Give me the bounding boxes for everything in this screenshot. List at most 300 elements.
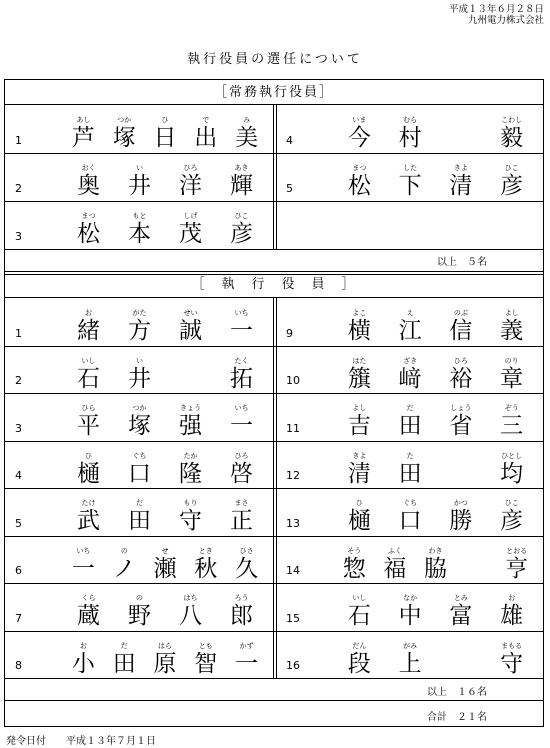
kanji: 吉: [347, 413, 371, 439]
furigana: もり: [183, 499, 198, 507]
kanji: 誠: [179, 318, 202, 344]
name-character: [63, 404, 114, 440]
kanji: 八: [179, 603, 202, 629]
kanji: 石: [347, 603, 371, 629]
furigana: え: [406, 309, 414, 317]
furigana: ひこ: [504, 164, 519, 172]
name-character: [114, 404, 165, 440]
person-name: [334, 164, 537, 200]
furigana: ざき: [403, 356, 418, 365]
furigana: ひ: [85, 451, 92, 460]
kanji: 原: [153, 650, 177, 677]
furigana: とみ: [453, 594, 468, 602]
kanji: 村: [398, 125, 422, 151]
furigana: ろう: [234, 594, 249, 602]
name-character: [486, 642, 537, 678]
person-name: [63, 164, 267, 200]
name-character: [486, 594, 537, 630]
furigana: まさ: [234, 499, 249, 507]
kanji: 芦: [71, 125, 95, 151]
furigana: ひろ: [453, 356, 468, 365]
furigana: とおる: [506, 546, 528, 555]
name-character: [216, 499, 267, 535]
row-number: 1: [15, 326, 22, 340]
person-name: [334, 642, 537, 678]
furigana: いし: [81, 356, 96, 365]
name-cell: [5, 536, 273, 584]
name-cell: [276, 393, 543, 441]
furigana: かず: [239, 641, 254, 650]
name-character: [145, 547, 186, 583]
kanji: 均: [500, 460, 524, 487]
furigana: ふく: [387, 546, 402, 555]
row-number: 14: [286, 564, 300, 577]
kanji: 郎: [230, 603, 253, 629]
furigana: [436, 116, 487, 125]
name-character: [456, 547, 497, 583]
kanji: 拓: [230, 365, 253, 392]
column-divider: [273, 298, 277, 678]
kanji: 横: [347, 318, 371, 344]
kanji: 松: [347, 173, 371, 199]
kanji: 雄: [500, 603, 524, 629]
name-character: [216, 212, 267, 248]
name-character: [385, 642, 436, 678]
furigana: のぶ: [453, 309, 468, 317]
furigana: よこ: [352, 309, 367, 317]
furigana: いち: [234, 309, 249, 317]
furigana: [165, 357, 216, 366]
name-character: [114, 164, 165, 200]
kanji: 口: [128, 460, 151, 487]
person-name: [63, 499, 267, 535]
kanji: 田: [128, 508, 151, 534]
issue-date: 発令日付 平成１３年７月１日: [6, 736, 156, 747]
kanji: 口: [398, 508, 422, 534]
name-character: [165, 452, 216, 488]
name-character: [114, 357, 165, 393]
furigana: ぞう: [504, 404, 519, 412]
name-character: [114, 309, 165, 345]
name-cell: [5, 346, 273, 394]
furigana: つか: [117, 116, 132, 124]
kanji: 美: [235, 125, 259, 151]
furigana: ひさ: [239, 546, 254, 555]
furigana: とも: [198, 641, 213, 650]
name-character: [334, 116, 385, 152]
furigana: きよ: [453, 164, 468, 172]
furigana: いま: [352, 116, 367, 124]
person-name: [63, 642, 267, 678]
kanji: 塚: [128, 413, 151, 439]
kanji: 樋: [77, 460, 100, 487]
name-character: [63, 164, 114, 200]
furigana: ぐち: [403, 499, 418, 507]
kanji: 奥: [77, 173, 100, 199]
kanji: 章: [500, 365, 524, 392]
kanji: 今: [347, 125, 371, 151]
name-character: [165, 404, 216, 440]
name-character: [486, 116, 537, 152]
kanji: 出: [194, 125, 218, 151]
name-character: [63, 116, 104, 152]
name-character: [185, 547, 226, 583]
name-cell: [276, 201, 543, 249]
kanji: 野: [128, 603, 151, 629]
furigana: わき: [428, 546, 443, 555]
furigana: ぐち: [132, 451, 147, 460]
row-number: 10: [286, 374, 300, 387]
kanji: 守: [500, 650, 524, 677]
name-character: [436, 499, 487, 535]
header-date: 平成１３年６月２８日: [448, 4, 544, 15]
furigana: せい: [183, 309, 198, 317]
name-character: [436, 116, 487, 152]
furigana: なか: [403, 594, 418, 602]
officers-count: 以上 １６名: [427, 687, 487, 698]
document-header: [449, 4, 544, 26]
name-character: [216, 452, 267, 488]
kanji: 彦: [500, 173, 524, 199]
furigana: がた: [132, 309, 147, 317]
name-cell: [276, 631, 543, 679]
name-character: [436, 452, 487, 488]
kanji: 輝: [230, 173, 253, 199]
furigana: はた: [352, 356, 367, 365]
name-character: [63, 309, 114, 345]
furigana: み: [243, 116, 251, 124]
name-character: [385, 357, 436, 393]
furigana: いち: [234, 404, 249, 412]
name-character: [226, 116, 267, 152]
total-count: 合計 ２１名: [427, 712, 487, 723]
name-character: [104, 547, 145, 583]
kanji: 守: [179, 508, 202, 534]
kanji: 秋: [194, 555, 218, 582]
kanji: 上: [398, 650, 422, 677]
name-character: [385, 594, 436, 630]
name-character: [165, 212, 216, 248]
name-character: [334, 309, 385, 345]
furigana: しげ: [183, 212, 198, 220]
kanji: 富: [449, 603, 473, 629]
furigana: むら: [403, 116, 418, 124]
person-name: [334, 309, 537, 345]
name-cell: [276, 488, 543, 536]
name-character: [114, 499, 165, 535]
kanji: 中: [398, 603, 422, 629]
furigana: い: [136, 164, 143, 172]
name-cell: [5, 488, 273, 536]
furigana: こわし: [501, 116, 523, 124]
furigana: お: [508, 594, 516, 602]
person-name: [63, 357, 267, 393]
person-name: [334, 357, 537, 393]
header-company: 九州電力株式会社: [467, 15, 544, 26]
furigana: い: [136, 356, 143, 365]
kanji: 亨: [505, 555, 529, 582]
furigana: お: [79, 641, 87, 650]
furigana: のり: [504, 356, 519, 365]
furigana: お: [85, 309, 92, 317]
kanji: 福: [383, 555, 407, 582]
name-character: [165, 309, 216, 345]
row-number: 8: [15, 659, 22, 672]
name-character: [486, 164, 537, 200]
table-divider: [5, 700, 543, 701]
row-number: 7: [15, 611, 22, 625]
name-character: [216, 594, 267, 630]
furigana: つか: [132, 404, 147, 412]
kanji: 信: [449, 318, 473, 344]
kanji: 智: [194, 650, 218, 677]
furigana: いし: [352, 594, 367, 602]
kanji: 武: [77, 508, 100, 534]
kanji: 江: [398, 318, 422, 344]
name-cell: [276, 583, 543, 631]
furigana: とき: [198, 546, 213, 555]
kanji: 茂: [179, 221, 202, 247]
kanji: 瀬: [153, 555, 177, 582]
name-character: [496, 547, 537, 583]
row-number: 5: [15, 516, 22, 530]
name-character: [436, 357, 487, 393]
person-name: [334, 547, 537, 583]
furigana: だ: [136, 499, 143, 507]
name-cell: [276, 441, 543, 489]
column-divider: [273, 105, 277, 249]
person-name: [334, 499, 537, 535]
name-character: [104, 642, 145, 678]
furigana: ひこ: [504, 499, 519, 507]
row-number: 3: [15, 230, 22, 243]
name-character: [334, 499, 385, 535]
name-character: [334, 404, 385, 440]
kanji: 一: [230, 318, 253, 344]
furigana: ひろ: [183, 164, 198, 172]
name-cell: [5, 153, 273, 201]
name-character: [63, 357, 114, 393]
row-divider: [5, 678, 543, 679]
name-character: [63, 547, 104, 583]
furigana: きょう: [180, 404, 201, 412]
name-character: [104, 116, 145, 152]
officers-heading: ［ 執 行 役 員 ］: [191, 277, 357, 292]
name-cell: [5, 201, 273, 249]
furigana: まつ: [81, 212, 96, 220]
row-number: 5: [286, 182, 293, 195]
furigana: はら: [157, 641, 172, 650]
furigana: の: [136, 594, 143, 602]
kanji: 塚: [112, 125, 136, 151]
row-number: 1: [15, 134, 22, 147]
name-character: [334, 594, 385, 630]
furigana: た: [406, 451, 414, 460]
kanji: 啓: [230, 460, 253, 487]
furigana: ひ: [355, 499, 363, 507]
name-cell: [5, 583, 273, 631]
name-character: [185, 642, 226, 678]
name-cell: [276, 105, 543, 153]
name-character: [63, 642, 104, 678]
name-character: [145, 116, 186, 152]
kanji: 小: [71, 650, 95, 677]
name-cell: [5, 298, 273, 346]
row-number: 9: [286, 326, 293, 340]
furigana: もと: [132, 212, 147, 220]
furigana: まもる: [501, 641, 523, 650]
name-character: [334, 547, 375, 583]
furigana: [436, 452, 487, 461]
kanji: 松: [77, 221, 100, 247]
name-character: [334, 164, 385, 200]
kanji: 惣: [342, 555, 366, 582]
name-character: [63, 452, 114, 488]
person-name: [63, 116, 267, 152]
kanji: 久: [235, 555, 259, 582]
furigana: くら: [81, 594, 96, 602]
name-character: [486, 357, 537, 393]
executive-heading: ［常務執行役員］: [213, 85, 334, 100]
name-character: [436, 164, 487, 200]
kanji: 下: [398, 173, 422, 199]
name-character: [436, 594, 487, 630]
kanji: 本: [128, 221, 151, 247]
furigana: [456, 547, 497, 556]
furigana: ひ: [161, 116, 169, 124]
furigana: よし: [352, 404, 367, 412]
name-character: [486, 309, 537, 345]
kanji: 一: [71, 555, 95, 582]
kanji: 石: [77, 365, 100, 392]
furigana: はち: [183, 594, 198, 602]
officer-table: [4, 79, 544, 727]
kanji: 蔵: [77, 603, 100, 629]
row-number: 2: [15, 374, 22, 387]
row-number: 6: [15, 564, 22, 577]
person-name: [63, 212, 267, 248]
name-character: [63, 594, 114, 630]
person-name: [334, 594, 537, 630]
name-character: [436, 642, 487, 678]
kanji: 平: [77, 413, 100, 439]
row-number: 13: [286, 516, 300, 530]
row-number: 11: [286, 421, 300, 435]
kanji: 井: [128, 365, 151, 392]
name-character: [385, 499, 436, 535]
furigana: だ: [406, 404, 414, 412]
furigana: あき: [234, 164, 249, 172]
name-character: [145, 642, 186, 678]
kanji: 清: [449, 173, 473, 199]
person-name: [63, 404, 267, 440]
row-number: 12: [286, 469, 300, 482]
name-character: [114, 452, 165, 488]
name-character: [415, 547, 456, 583]
name-character: [334, 452, 385, 488]
furigana: ひら: [81, 404, 96, 412]
kanji: 方: [128, 318, 151, 344]
name-character: [385, 309, 436, 345]
person-name: [63, 594, 267, 630]
row-number: 2: [15, 182, 22, 195]
kanji: 隆: [179, 460, 202, 487]
name-character: [216, 164, 267, 200]
name-character: [385, 452, 436, 488]
furigana: まつ: [352, 164, 367, 172]
name-cell: [276, 298, 543, 346]
name-character: [334, 642, 385, 678]
kanji: 段: [347, 650, 371, 677]
name-character: [165, 164, 216, 200]
name-character: [385, 164, 436, 200]
row-number: 3: [15, 421, 22, 435]
person-name: [63, 547, 267, 583]
kanji: 脇: [423, 555, 447, 582]
person-name: [334, 452, 537, 488]
kanji: 三: [500, 413, 524, 439]
name-cell: [5, 105, 273, 153]
furigana: [436, 642, 487, 651]
furigana: いち: [76, 546, 91, 555]
name-character: [385, 116, 436, 152]
kanji: 田: [398, 460, 422, 487]
kanji: 籏: [347, 365, 371, 392]
furigana: だん: [352, 641, 367, 650]
name-cell: [5, 441, 273, 489]
name-character: [216, 404, 267, 440]
name-character: [334, 357, 385, 393]
row-number: 16: [286, 659, 300, 672]
kanji: 緒: [77, 318, 100, 344]
name-character: [165, 594, 216, 630]
executive-count: 以上 ５名: [437, 257, 487, 268]
row-divider: [5, 249, 543, 250]
furigana: たけ: [81, 499, 96, 507]
row-number: 15: [286, 611, 300, 625]
name-character: [63, 499, 114, 535]
name-character: [114, 594, 165, 630]
furigana: きよ: [352, 451, 367, 460]
furigana: だ: [120, 641, 128, 650]
person-name: [63, 452, 267, 488]
row-number: 4: [15, 469, 22, 482]
name-cell: [5, 631, 273, 679]
furigana: ひろ: [234, 451, 249, 460]
kanji: 强: [179, 413, 202, 439]
person-name: [334, 116, 537, 152]
name-character: [486, 452, 537, 488]
furigana: ひとし: [501, 451, 523, 460]
furigana: たく: [234, 356, 249, 365]
kanji: 彦: [500, 508, 524, 534]
kanji: 田: [112, 650, 136, 677]
furigana: おく: [81, 164, 96, 172]
name-cell: [276, 153, 543, 201]
kanji: 勝: [449, 508, 473, 534]
name-character: [436, 309, 487, 345]
name-character: [185, 116, 226, 152]
name-character: [63, 212, 114, 248]
furigana: ひこ: [234, 212, 249, 220]
furigana: あし: [76, 116, 91, 124]
name-character: [216, 357, 267, 393]
name-character: [216, 309, 267, 345]
furigana: した: [403, 164, 418, 172]
name-character: [436, 404, 487, 440]
name-character: [375, 547, 416, 583]
name-character: [114, 212, 165, 248]
